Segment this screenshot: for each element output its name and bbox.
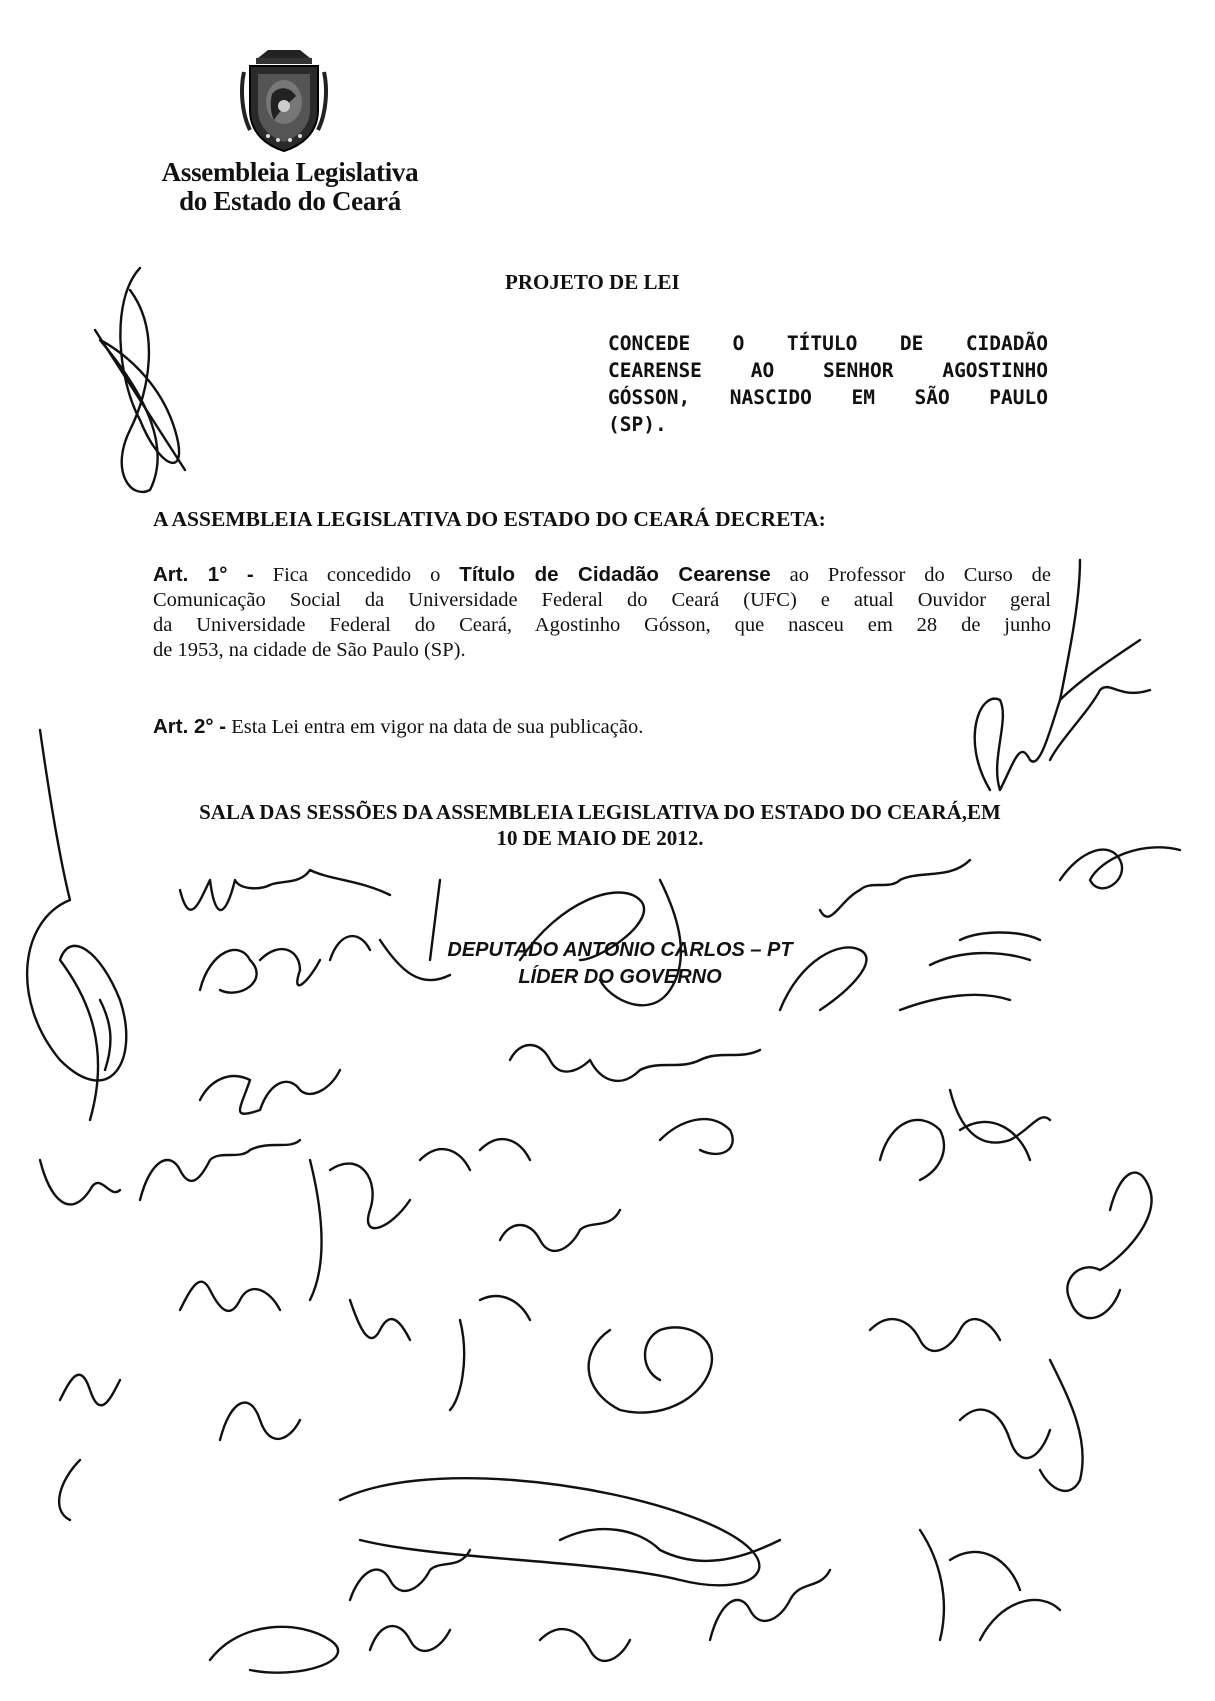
ementa-line: (SP).	[608, 413, 667, 436]
closing-line: SALA DAS SESSÕES DA ASSEMBLEIA LEGISLATIVA DO ESTADO DO CEARÁ,EM	[199, 800, 1001, 824]
ementa-block	[608, 330, 1048, 438]
article-1-label: Art. 1° -	[153, 563, 254, 586]
institution-name-line1: Assembleia Legislativa	[161, 157, 419, 187]
article-1-line: da Universidade Federal do Ceará, Agostinho Gósson, que nasceu em 28 de junho	[153, 614, 1051, 636]
article-1-text: ao Professor do Curso de	[789, 564, 1051, 586]
signer-name: DEPUTADO ANTONIO CARLOS – PT	[447, 939, 793, 961]
closing-date: 10 DE MAIO DE 2012.	[496, 826, 704, 850]
institution-name-line2: do Estado do Ceará	[179, 186, 401, 216]
article-2-label: Art. 2° -	[153, 715, 227, 738]
article-2	[153, 714, 1051, 740]
article-2-line	[153, 714, 1051, 740]
signer-role: LÍDER DO GOVERNO	[518, 966, 722, 988]
article-1-line	[153, 562, 1051, 588]
document-type-label: PROJETO DE LEI	[505, 270, 680, 294]
ementa-line: CONCEDE O TÍTULO DE CIDADÃO	[608, 332, 1048, 355]
decree-heading: A ASSEMBLEIA LEGISLATIVA DO ESTADO DO CEARÁ DECRETA:	[153, 507, 826, 531]
article-2-text: Esta Lei entra em vigor na data de sua publicação.	[231, 716, 644, 738]
ementa-line: GÓSSON, NASCIDO EM SÃO PAULO	[608, 386, 1048, 409]
article-1-title-bold: Título de Cidadão Cearense	[459, 563, 771, 586]
ementa-line: CEARENSE AO SENHOR AGOSTINHO	[608, 359, 1048, 382]
coat-of-arms-logo	[238, 50, 330, 152]
closing-block	[120, 799, 1080, 851]
article-1-line: de 1953, na cidade de São Paulo (SP).	[153, 639, 466, 661]
article-1	[153, 562, 1051, 663]
signer-block	[400, 937, 840, 991]
article-1-line: Comunicação Social da Universidade Federal do Ceará (UFC) e atual Ouvidor geral	[153, 589, 1051, 611]
article-1-text: Fica concedido o	[272, 564, 441, 586]
